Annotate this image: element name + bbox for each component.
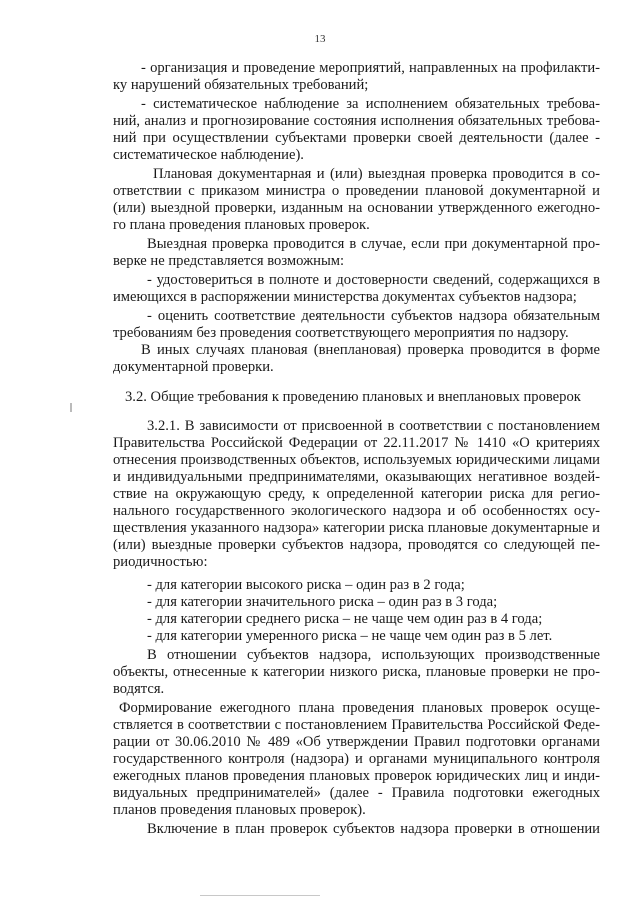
text-line: Включение в план проверок субъектов надзора проверки в отношении (147, 821, 600, 837)
text-line: - организация и проведение мероприятий, направленных на профилакти- (141, 60, 600, 76)
text-line: - оценить соответствие деятельности субъектов надзора обязательным (147, 308, 600, 324)
text-line: - для категории значительного риска – один раз в 3 года; (147, 594, 498, 610)
text-line: видуальных предпринимателей» (далее - Правила подготовки ежегодных (113, 785, 600, 801)
text-line: 3.2. Общие требования к проведению плановых и внеплановых проверок (125, 389, 581, 405)
text-line: ний при осуществлении субъектами проверки своей деятельности (далее - (113, 130, 600, 146)
text-line: отнесения производственных объектов, используемых юридическими лицами (113, 452, 600, 468)
text-line: (или) выездной проверки, изданным на основании утвержденного ежегодно- (113, 200, 600, 216)
text-line: объекты, отнесенные к категории низкого риска, плановые проверки не про- (113, 664, 600, 680)
text-line: имеющихся в распоряжении министерства документах субъектов надзора; (113, 289, 577, 305)
text-line: Плановая документарная и (или) выездная проверка проводится в со- (153, 166, 600, 182)
text-line: риодичностью: (113, 554, 208, 570)
text-line: Правительства Российской Федерации от 22.11.2017 № 1410 «О критериях (113, 435, 600, 451)
text-line: - удостовериться в полноте и достоверности сведений, содержащихся в (147, 272, 600, 288)
text-line: ку нарушений обязательных требований; (113, 77, 369, 93)
text-line: ний, анализ и прогнозирование состояния исполнения обязательных требова- (113, 113, 600, 129)
text-line: го плана проведения плановых проверок. (113, 217, 370, 233)
text-line: требованиям без проведения соответствующего мероприятия по надзору. (113, 325, 569, 341)
text-line: В отношении субъектов надзора, использующих производственные (147, 647, 600, 663)
text-line: ществления указанного надзора» категории риска плановые документарные и (113, 520, 600, 536)
text-line: государственного контроля (надзора) и органами муниципального контроля (113, 751, 600, 767)
text-line: ответствии с приказом министра о проведении плановой документарной и (113, 183, 600, 199)
page-number: 13 (314, 33, 326, 45)
text-line: планов проведения плановых проверок). (113, 802, 366, 818)
text-line: В иных случаях плановая (внеплановая) проверка проводится в форме (141, 342, 600, 358)
text-line: Формирование ежегодного плана проведения плановых проверок осуще- (119, 700, 600, 716)
text-line: - для категории умеренного риска – не чаще чем один раз в 5 лет. (147, 628, 553, 644)
text-line: документарной проверки. (113, 359, 274, 375)
text-line: нального государственного экологического надзора и об особенностях осу- (113, 503, 600, 519)
scan-mark (70, 403, 72, 412)
text-line: ежегодных планов проведения плановых проверок юридических лиц и инди- (113, 768, 600, 784)
text-line: (или) выездные проверки субъектов надзора, проводятся со следующей пе- (113, 537, 600, 553)
scan-line (200, 895, 320, 896)
text-line: верке не представляется возможным: (113, 253, 345, 269)
text-line: ствие на окружающую среду, к определенной категории риска для регио- (113, 486, 600, 502)
text-line: систематическое наблюдение). (113, 147, 304, 163)
text-line: - систематическое наблюдение за исполнением обязательных требова- (141, 96, 600, 112)
text-line: ствляется в соответствии с постановлением Правительства Российской Феде- (113, 717, 600, 733)
text-line: водятся. (113, 681, 165, 697)
text-line: - для категории среднего риска – не чаще чем один раз в 4 года; (147, 611, 543, 627)
text-line: 3.2.1. В зависимости от присвоенной в соответствии с постановлением (147, 418, 600, 434)
text-line: рации от 30.06.2010 № 489 «Об утверждении Правил подготовки органами (113, 734, 600, 750)
text-line: Выездная проверка проводится в случае, если при документарной про- (147, 236, 600, 252)
text-line: и индивидуальными предпринимателями, оказывающих негативное воздей- (113, 469, 600, 485)
text-line: - для категории высокого риска – один раз в 2 года; (147, 577, 465, 593)
